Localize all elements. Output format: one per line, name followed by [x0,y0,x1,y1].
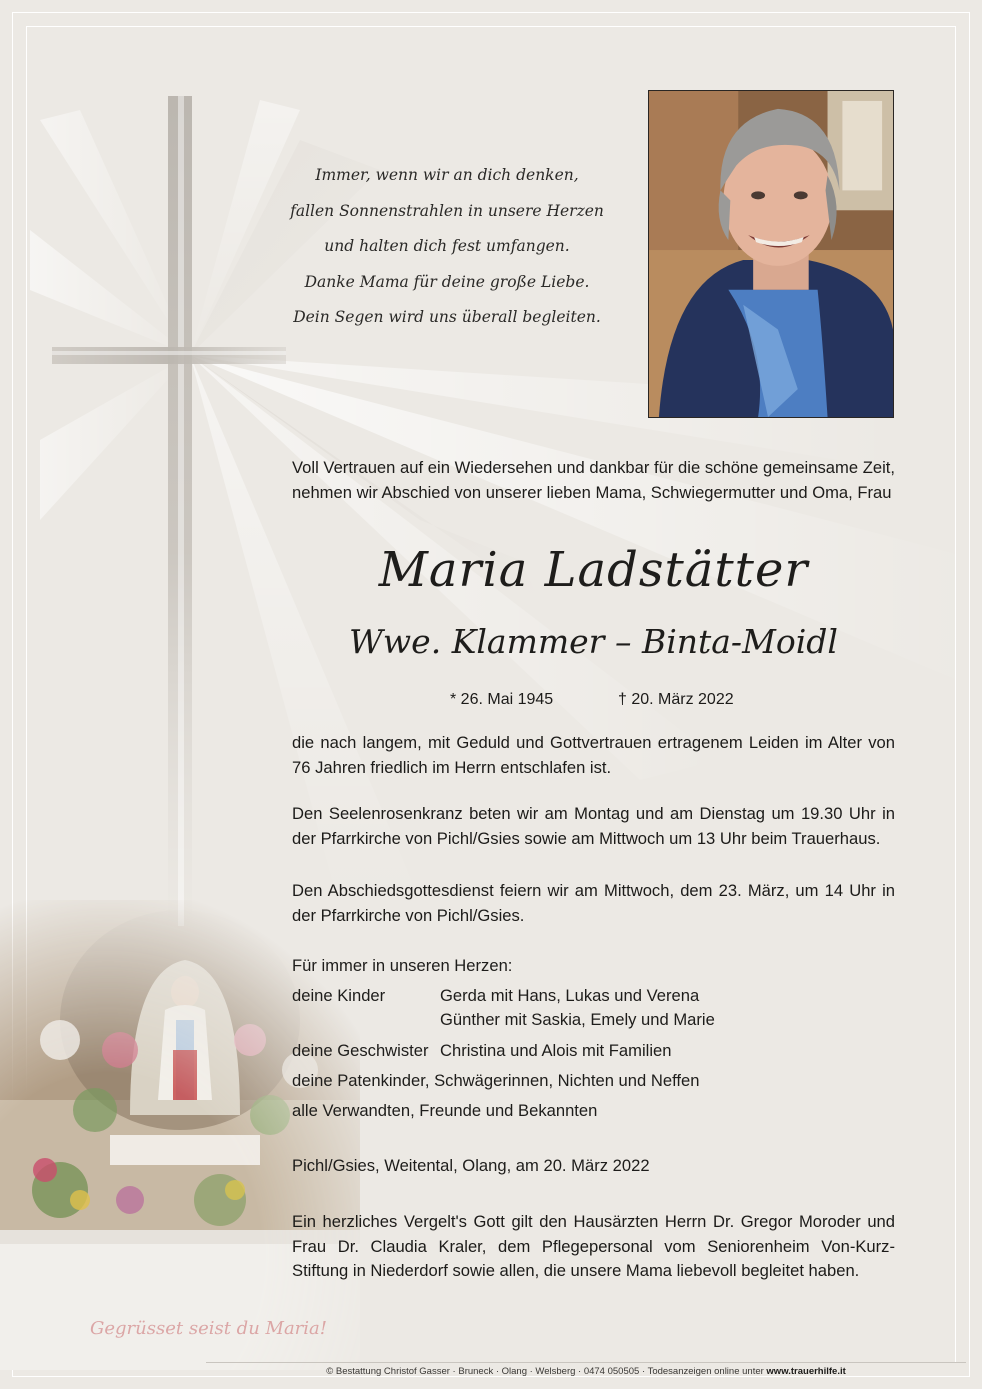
verse-line: Immer, wenn wir an dich denken, [315,166,579,184]
mourner-label: deine Kinder [292,986,386,1005]
verse-line: und halten dich fest umfangen. [324,237,570,255]
mourners-heading: Für immer in unseren Herzen: [292,956,513,975]
intro-text: Voll Vertrauen auf ein Wiedersehen und dankbar für die schöne gemeinsame Zeit, nehmen wir Abschied von unserer lieben Mama, Schwiegermutter und Oma, Frau [292,458,895,502]
mourner-names: Gerda mit Hans, Lukas und Verena [440,986,700,1005]
verse-line: Danke Mama für deine große Liebe. [304,272,590,291]
deceased-name: Maria Ladstätter [378,542,809,598]
shrine-caption: Gegrüsset seist du Maria! [90,1318,327,1339]
place-date: Pichl/Gsies, Weitental, Olang, am 20. März 2022 [292,1156,650,1175]
mourner-row-relatives: alle Verwandten, Freunde und Bekannten [292,1101,598,1120]
rosary-text: Den Seelenrosenkranz beten wir am Montag und am Dienstag um 19.30 Uhr in der Pfarrkirche von Pichl/Gsies sowie am Mittwoch um 13 Uhr beim Trauerhaus. [292,804,895,848]
footer-text: © Bestattung Christof Gasser · Bruneck · Olang · Welsberg · 0474 050505 · Todesanzeigen online unter [326,1366,764,1377]
memorial-verse [262,158,632,336]
footer-site-link[interactable]: www.trauerhilfe.it [766,1366,846,1377]
deceased-subname: Wwe. Klammer – Binta-Moidl [349,622,838,661]
mourner-row-children [292,984,700,1009]
mourner-row-godchildren: deine Patenkinder, Schwägerinnen, Nichten und Neffen [292,1071,700,1090]
verse-line: Dein Segen wird uns überall begleiten. [293,308,601,326]
death-date: † 20. März 2022 [618,691,734,708]
portrait-photo [648,90,894,418]
mourner-names: Günther mit Saskia, Emely und Marie [440,1010,715,1029]
verse-line: fallen Sonnenstrahlen in unsere Herzen [290,201,604,220]
footer [206,1362,966,1377]
mourner-names: Christina und Alois mit Familien [440,1041,672,1060]
birth-date: * 26. Mai 1945 [450,691,554,708]
thanks-text: Ein herzliches Vergelt's Gott gilt den Hausärzten Herrn Dr. Gregor Moroder und Frau Dr. Claudia Kraler, dem Pflegepersonal vom Seniorenheim Von-Kurz-Stiftung in Niederdorf sowie allen, die unsere Mama liebevoll begleitet haben. [292,1212,895,1280]
funeral-text: Den Abschiedsgottesdienst feiern wir am Mittwoch, dem 23. März, um 14 Uhr in der Pfarrkirche von Pichl/Gsies. [292,881,895,925]
mourner-row-siblings [292,1039,672,1064]
mourner-label: deine Geschwister [292,1041,429,1060]
passing-text: die nach langem, mit Geduld und Gottvertrauen ertragenem Leiden im Alter von 76 Jahren friedlich im Herrn entschlafen ist. [292,733,895,777]
